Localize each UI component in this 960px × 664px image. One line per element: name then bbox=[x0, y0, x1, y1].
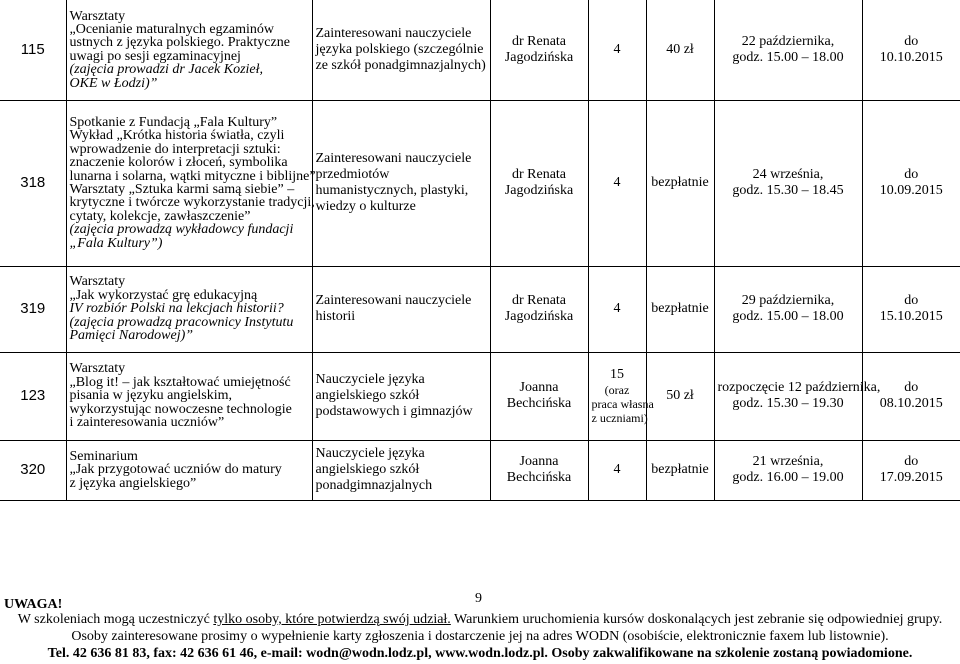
course-number: 319 bbox=[0, 266, 66, 352]
registration-deadline bbox=[862, 440, 960, 500]
hours-line: praca własna bbox=[591, 397, 654, 411]
leader-line: dr Renata bbox=[511, 33, 567, 49]
topic-line: „Ocenianie maturalnych egzaminów bbox=[69, 21, 274, 37]
topic-line: cytaty, kolekcje, zawłaszczenie” bbox=[69, 208, 251, 224]
registration-deadline bbox=[862, 0, 960, 100]
course-audience bbox=[312, 100, 490, 266]
table-row bbox=[0, 266, 960, 352]
registration-deadline bbox=[862, 100, 960, 266]
topic-line: (zajęcia prowadzi dr Jacek Kozieł, bbox=[69, 62, 264, 78]
course-audience bbox=[312, 352, 490, 440]
registration-deadline bbox=[862, 352, 960, 440]
note-emphasis: tylko osoby, które potwierdzą swój udział. bbox=[213, 612, 451, 627]
date-line: rozpoczęcie 12 października, bbox=[717, 380, 881, 395]
course-hours bbox=[588, 352, 654, 440]
date-line: godz. 15.30 – 19.30 bbox=[732, 396, 844, 411]
course-number: 320 bbox=[0, 440, 66, 500]
deadline-line: 10.09.2015 bbox=[879, 183, 943, 198]
course-hours: 4 bbox=[588, 266, 646, 352]
course-date bbox=[714, 266, 862, 352]
topic-line: Wykład „Krótka historia światła, czyli bbox=[69, 128, 285, 144]
course-leader bbox=[490, 0, 588, 100]
leader-line: Bechcińska bbox=[506, 396, 572, 411]
audience-line: historii bbox=[315, 309, 356, 324]
audience-line: Zainteresowani nauczyciele bbox=[315, 293, 472, 308]
course-number: 123 bbox=[0, 352, 66, 440]
hours-line: (oraz bbox=[604, 383, 630, 397]
course-cost: bezpłatnie bbox=[646, 266, 714, 352]
topic-line: „Fala Kultury”) bbox=[69, 235, 163, 251]
course-leader bbox=[490, 100, 588, 266]
leader-line: Bechcińska bbox=[506, 470, 572, 485]
course-audience bbox=[312, 440, 490, 500]
deadline-line: do bbox=[904, 380, 919, 395]
date-line: godz. 15.00 – 18.00 bbox=[732, 49, 844, 65]
topic-line: „Blog it! – jak kształtować umiejętność bbox=[69, 374, 291, 390]
deadline-line: 15.10.2015 bbox=[879, 309, 943, 324]
course-hours: 4 bbox=[588, 0, 646, 100]
audience-line: Nauczyciele języka bbox=[315, 446, 425, 461]
topic-line: Seminarium bbox=[69, 448, 138, 464]
topic-line: IV rozbiór Polski na lekcjach historii? bbox=[69, 301, 284, 317]
note-text: Warunkiem uruchomienia kursów doskonalących jest zebranie się odpowiedniej grupy. bbox=[450, 612, 943, 627]
audience-line: angielskiego szkół bbox=[315, 462, 420, 477]
audience-line: języka polskiego (szczególnie bbox=[315, 41, 484, 57]
date-line: godz. 16.00 – 19.00 bbox=[732, 470, 844, 485]
topic-line: (zajęcia prowadzą wykładowcy fundacji bbox=[69, 222, 294, 238]
course-leader bbox=[490, 266, 588, 352]
table-row bbox=[0, 352, 960, 440]
registration-deadline bbox=[862, 266, 960, 352]
topic-line: znaczenie kolorów i złoceń, symbolika bbox=[69, 155, 288, 171]
course-number: 318 bbox=[0, 100, 66, 266]
audience-line: wiedzy o kulturze bbox=[315, 199, 416, 214]
date-line: 21 września, bbox=[752, 454, 824, 469]
course-hours: 4 bbox=[588, 440, 646, 500]
topic-line: OKE w Łodzi)” bbox=[69, 75, 158, 91]
date-line: 22 października, bbox=[741, 33, 835, 49]
audience-line: humanistycznych, plastyki, bbox=[315, 183, 469, 198]
date-line: 24 września, bbox=[752, 167, 824, 182]
table-row bbox=[0, 440, 960, 500]
audience-line: Zainteresowani nauczyciele bbox=[315, 151, 472, 166]
leader-line: Jagodzińska bbox=[504, 49, 574, 65]
participation-note bbox=[0, 611, 960, 628]
course-audience bbox=[312, 0, 490, 100]
contact-line: Tel. 42 636 81 83, fax: 42 636 61 46, e-mail: wodn@wodn.lodz.pl, www.wodn.lodz.pl. Osoby zakwalifikowane na szkolenie zostaną powiadomione. bbox=[47, 646, 913, 661]
leader-line: Jagodzińska bbox=[504, 309, 574, 324]
audience-line: podstawowych i gimnazjów bbox=[315, 404, 473, 419]
course-cost: 40 zł bbox=[646, 0, 714, 100]
topic-line: i zainteresowania uczniów” bbox=[69, 415, 225, 431]
course-topic bbox=[66, 100, 316, 266]
topic-line: Warsztaty bbox=[69, 361, 126, 377]
page-number: 9 bbox=[475, 591, 482, 606]
leader-line: dr Renata bbox=[511, 293, 567, 308]
deadline-line: do bbox=[904, 454, 919, 469]
leader-line: dr Renata bbox=[511, 167, 567, 182]
table-row bbox=[0, 0, 960, 100]
topic-line: „Jak przygotować uczniów do matury bbox=[69, 462, 282, 478]
deadline-line: do bbox=[904, 167, 919, 182]
topic-line: „Jak wykorzystać grę edukacyjną bbox=[69, 287, 258, 303]
course-topic bbox=[66, 266, 312, 352]
topic-line: Warsztaty „Sztuka karmi samą siebie” – bbox=[69, 182, 295, 197]
registration-note: Osoby zainteresowane prosimy o wypełnienie karty zgłoszenia i dostarczenie jej na adres WODN (osobiście, elektronicznie faxem lub listownie). bbox=[71, 629, 889, 644]
hours-line: z uczniami) bbox=[591, 411, 648, 425]
course-date bbox=[714, 440, 862, 500]
course-leader bbox=[490, 440, 588, 500]
audience-line: przedmiotów bbox=[315, 167, 390, 182]
course-number: 115 bbox=[0, 0, 66, 100]
deadline-line: 10.10.2015 bbox=[879, 49, 943, 65]
topic-line: Pamięci Narodowej)” bbox=[69, 328, 194, 344]
topic-line: uwagi po sesji egzaminacyjnej bbox=[69, 48, 241, 64]
course-date bbox=[714, 352, 881, 440]
note-text: W szkoleniach mogą uczestniczyć bbox=[17, 612, 214, 627]
course-cost: bezpłatnie bbox=[646, 100, 714, 266]
topic-line: lunarna i solarna, wątki mityczne i biblijne” bbox=[69, 168, 316, 184]
course-hours: 4 bbox=[588, 100, 646, 266]
audience-line: angielskiego szkół bbox=[315, 388, 420, 403]
course-topic bbox=[66, 352, 312, 440]
course-date bbox=[714, 100, 862, 266]
note-heading: UWAGA! bbox=[4, 597, 63, 612]
leader-line: Joanna bbox=[519, 380, 559, 395]
topic-line: krytyczne i twórcze wykorzystanie tradycji, bbox=[69, 195, 315, 211]
topic-line: ustnych z języka polskiego. Praktyczne bbox=[69, 35, 290, 51]
audience-line: Nauczyciele języka bbox=[315, 372, 425, 387]
topic-line: z języka angielskiego” bbox=[69, 475, 197, 491]
topic-line: Warsztaty bbox=[69, 274, 126, 290]
leader-line: Jagodzińska bbox=[504, 183, 574, 198]
course-date bbox=[714, 0, 862, 100]
course-cost: 50 zł bbox=[646, 352, 714, 440]
course-topic bbox=[66, 440, 312, 500]
audience-line: ponadgimnazjalnych bbox=[315, 478, 433, 493]
course-cost: bezpłatnie bbox=[646, 440, 714, 500]
course-leader bbox=[490, 352, 588, 440]
deadline-line: do bbox=[904, 293, 919, 308]
topic-line: Warsztaty bbox=[69, 8, 126, 24]
topic-line: (zajęcia prowadzą pracownicy Instytutu bbox=[69, 314, 294, 330]
hours-line: 15 bbox=[610, 367, 624, 382]
date-line: godz. 15.00 – 18.00 bbox=[732, 309, 844, 324]
audience-line: Zainteresowani nauczyciele bbox=[315, 25, 472, 41]
audience-line: ze szkół ponadgimnazjalnych) bbox=[315, 57, 486, 73]
topic-line: wprowadzenie do interpretacji sztuki: bbox=[69, 141, 281, 157]
topic-line: Spotkanie z Fundacją „Fala Kultury” bbox=[69, 114, 278, 130]
topic-line: wykorzystując nowoczesne technologie bbox=[69, 401, 292, 417]
deadline-line: 17.09.2015 bbox=[879, 470, 943, 485]
topic-line: pisania w języku angielskim, bbox=[69, 388, 233, 404]
course-topic bbox=[66, 0, 312, 100]
deadline-line: do bbox=[904, 33, 919, 49]
table-row bbox=[0, 100, 960, 266]
course-audience bbox=[312, 266, 490, 352]
deadline-line: 08.10.2015 bbox=[879, 396, 943, 411]
date-line: 29 października, bbox=[741, 293, 835, 308]
date-line: godz. 15.30 – 18.45 bbox=[732, 183, 844, 198]
leader-line: Joanna bbox=[519, 454, 559, 469]
